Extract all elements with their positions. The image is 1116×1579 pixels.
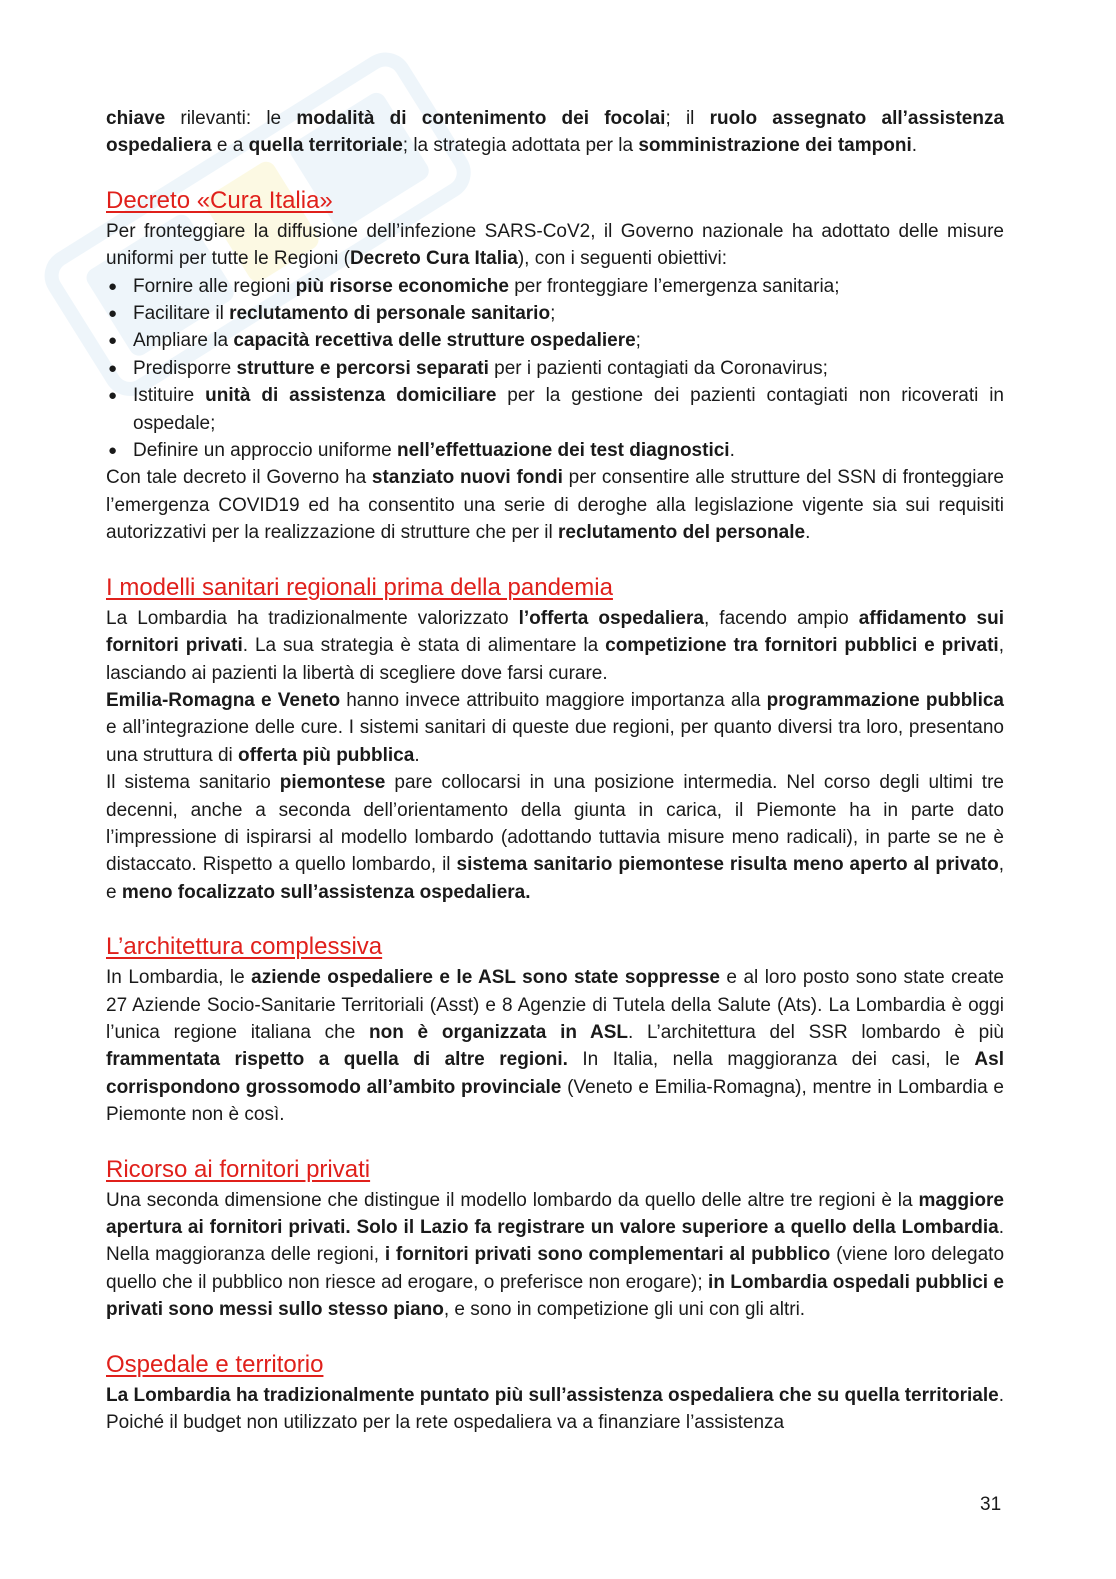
bold-text: in Lombardia ospedali pubblici e privati sono messi sullo stesso piano	[106, 1271, 1004, 1321]
document-page	[106, 105, 1004, 1436]
text-run: Fornire alle regioni	[133, 275, 296, 297]
bullet-icon: ●	[108, 359, 118, 377]
bold-text: modalità di contenimento dei focolai	[296, 108, 666, 129]
text-run: In Lombardia, le	[106, 967, 252, 989]
bold-text: più risorse economiche	[295, 275, 509, 297]
text-run: per consentire alle strutture del SSN di fronteggiare l’emergenza COVID19 ed ha consentito una serie di deroghe alla legislazione vigente sia sui requisiti autorizzativi per la realizzazione di strutture che per il	[106, 467, 1004, 544]
text-run: Per fronteggiare la diffusione dell’infezione SARS-CoV2, il Governo nazionale ha adottato delle misure uniformi per tutte le Regioni (	[106, 220, 1004, 270]
bold-text: i fornitori privati sono complementari al pubblico	[384, 1244, 831, 1266]
bold-text: somministrazione dei tamponi	[638, 135, 912, 157]
bold-text: strutture e percorsi separati	[236, 357, 489, 379]
text-run: , e	[106, 854, 1004, 903]
bold-text: piemontese	[279, 772, 386, 794]
bold-text: quella territoriale	[248, 135, 403, 157]
bullet-icon: ●	[108, 305, 118, 323]
text-run: per la gestione dei pazienti contagiati non ricoverati in ospedale;	[133, 385, 1004, 434]
text-run: (viene loro delegato quello che il pubblico non riesce ad erogare, o preferisce non erogare);	[106, 1244, 1005, 1293]
bold-text: Asl corrispondono grossomodo all’ambito provinciale	[106, 1049, 1004, 1098]
bold-text: reclutamento di personale sanitario	[229, 303, 551, 325]
bullet-icon: ●	[108, 332, 118, 350]
text-run: . Poiché il budget non utilizzato per la rete ospedaliera va a finanziare l’assistenza	[106, 1384, 1004, 1434]
bullet-icon: ●	[108, 387, 118, 405]
text-run: (Veneto e Emilia-Romagna), mentre in Lombardia e Piemonte non è così.	[106, 1076, 1004, 1126]
bold-text: La Lombardia ha tradizionalmente puntato più sull’assistenza ospedaliera che su quella territoriale	[106, 1384, 999, 1406]
bold-text: meno focalizzato sull’assistenza ospedaliera.	[121, 881, 531, 903]
text-run: .	[911, 135, 918, 157]
text-run: pare collocarsi in una posizione intermedia. Nel corso degli ultimi tre decenni, anche a seconda dell’orientamento della giunta in carica, il Piemonte ha in parte dato l’impressione di ispirarsi al modello lombardo (adottando tuttavia misure meno radicali), in parte se ne è distaccato. Rispetto a quello lombardo, il	[106, 772, 1004, 876]
text-run: In Italia, nella maggioranza dei casi, le	[567, 1049, 975, 1071]
heading-ospedale-territorio: Ospedale e territorio	[106, 1350, 324, 1378]
cura-italia-funds	[106, 464, 1004, 546]
bold-text: ruolo assegnato all’assistenza ospedaliera	[106, 108, 1005, 157]
text-run: .	[729, 440, 735, 462]
text-run: ), con i seguenti obiettivi:	[517, 248, 727, 270]
fornitori-paragraph	[106, 1187, 1004, 1324]
list-item	[106, 273, 1004, 300]
text-run: e all’integrazione delle cure. I sistemi sanitari di queste due regioni, per quanto diversi tra loro, presentano una struttura di	[106, 717, 1004, 766]
list-item	[106, 300, 1004, 327]
text-run: Predisporre	[133, 357, 237, 379]
list-item	[106, 327, 1004, 354]
bold-text: maggiore apertura ai fornitori privati. Solo il Lazio fa registrare un valore superiore a quello della Lombardia	[106, 1189, 1004, 1238]
text-run: Istituire	[133, 385, 206, 407]
modelli-paragraph-3	[106, 769, 1004, 906]
text-run: ; la strategia adottata per la	[402, 135, 639, 157]
text-run: ; il	[665, 108, 710, 129]
page-number: 31	[980, 1494, 1002, 1515]
text-run: Il sistema sanitario	[106, 772, 280, 794]
bold-text: programmazione pubblica	[766, 689, 1004, 711]
text-run: , e sono in competizione gli uni con gli altri.	[443, 1299, 806, 1321]
list-item	[106, 437, 1004, 464]
heading-cura-italia: Decreto «Cura Italia»	[106, 186, 333, 214]
bold-text: l’offerta ospedaliera	[518, 607, 704, 629]
text-run: hanno invece attribuito maggiore importanza alla	[340, 689, 767, 711]
text-run: ;	[635, 330, 641, 352]
heading-fornitori-privati: Ricorso ai fornitori privati	[106, 1155, 371, 1183]
modelli-paragraph-2	[106, 687, 1004, 769]
bold-text: capacità recettiva delle strutture ospedaliere	[233, 330, 636, 352]
bold-text: non è organizzata in ASL	[369, 1021, 629, 1043]
bold-text: sistema sanitario piemontese risulta meno aperto al privato	[456, 854, 999, 876]
bullet-icon: ●	[108, 277, 118, 295]
bold-text: unità di assistenza domiciliare	[205, 385, 497, 407]
text-run: . La sua strategia è stata di alimentare la	[242, 635, 606, 657]
text-run: ;	[550, 303, 556, 325]
text-run: Definire un approccio uniforme	[133, 440, 398, 462]
text-run: Con tale decreto il Governo ha	[106, 467, 372, 489]
bullet-icon: ●	[108, 442, 118, 460]
ospedale-paragraph	[106, 1382, 1004, 1437]
bold-text: Decreto Cura Italia	[349, 248, 518, 270]
text-run: .	[414, 744, 420, 766]
text-run: e al loro posto sono state create 27 Aziende Socio-Sanitarie Territoriali (Asst) e 8 Agenzie di Tutela della Salute (Ats). La Lombardia è oggi l’unica regione italiana che	[106, 967, 1004, 1043]
modelli-paragraph-1	[106, 605, 1004, 687]
text-run: , facendo ampio	[703, 607, 859, 629]
bold-text: reclutamento del personale	[557, 522, 806, 544]
objectives-list	[106, 273, 1004, 465]
text-run: Una seconda dimensione che distingue il modello lombardo da quello delle altre tre regioni è la	[106, 1189, 919, 1211]
bold-text: aziende ospedaliere e le ASL sono state soppresse	[251, 967, 720, 989]
bold-text: competizione tra fornitori pubblici e privati	[605, 635, 999, 657]
text-run: rilevanti: le	[165, 108, 297, 129]
text-run: per i pazienti contagiati da Coronavirus;	[488, 357, 828, 379]
cura-italia-intro	[106, 218, 1004, 273]
text-run: per fronteggiare l’emergenza sanitaria;	[508, 275, 840, 297]
text-run: . L’architettura del SSR lombardo è più	[628, 1021, 1004, 1043]
text-run: . Nella maggioranza delle regioni,	[106, 1217, 1004, 1266]
bold-text: nell’effettuazione dei test diagnostici	[397, 440, 730, 462]
heading-architettura: L’architettura complessiva	[106, 933, 383, 961]
bold-text: frammentata rispetto a quella di altre regioni.	[106, 1049, 568, 1071]
text-run: e a	[211, 135, 249, 157]
text-run: Ampliare la	[133, 330, 234, 352]
bold-text: chiave	[106, 108, 166, 129]
bold-text: affidamento sui fornitori privati	[106, 607, 1004, 657]
bold-text: Emilia-Romagna e Veneto	[106, 689, 341, 711]
list-item	[106, 355, 1004, 382]
text-run: Facilitare il	[133, 303, 230, 325]
heading-modelli-sanitari: I modelli sanitari regionali prima della pandemia	[106, 573, 613, 601]
text-run: , lasciando ai pazienti la libertà di scegliere dove farsi curare.	[106, 635, 1004, 684]
text-run: .	[805, 522, 811, 544]
intro-paragraph	[106, 105, 1004, 160]
text-run: La Lombardia ha tradizionalmente valorizzato	[106, 607, 519, 629]
bold-text: stanziato nuovi fondi	[371, 467, 563, 489]
architettura-paragraph	[106, 964, 1004, 1128]
bold-text: offerta più pubblica	[238, 744, 415, 766]
list-item	[106, 382, 1004, 437]
